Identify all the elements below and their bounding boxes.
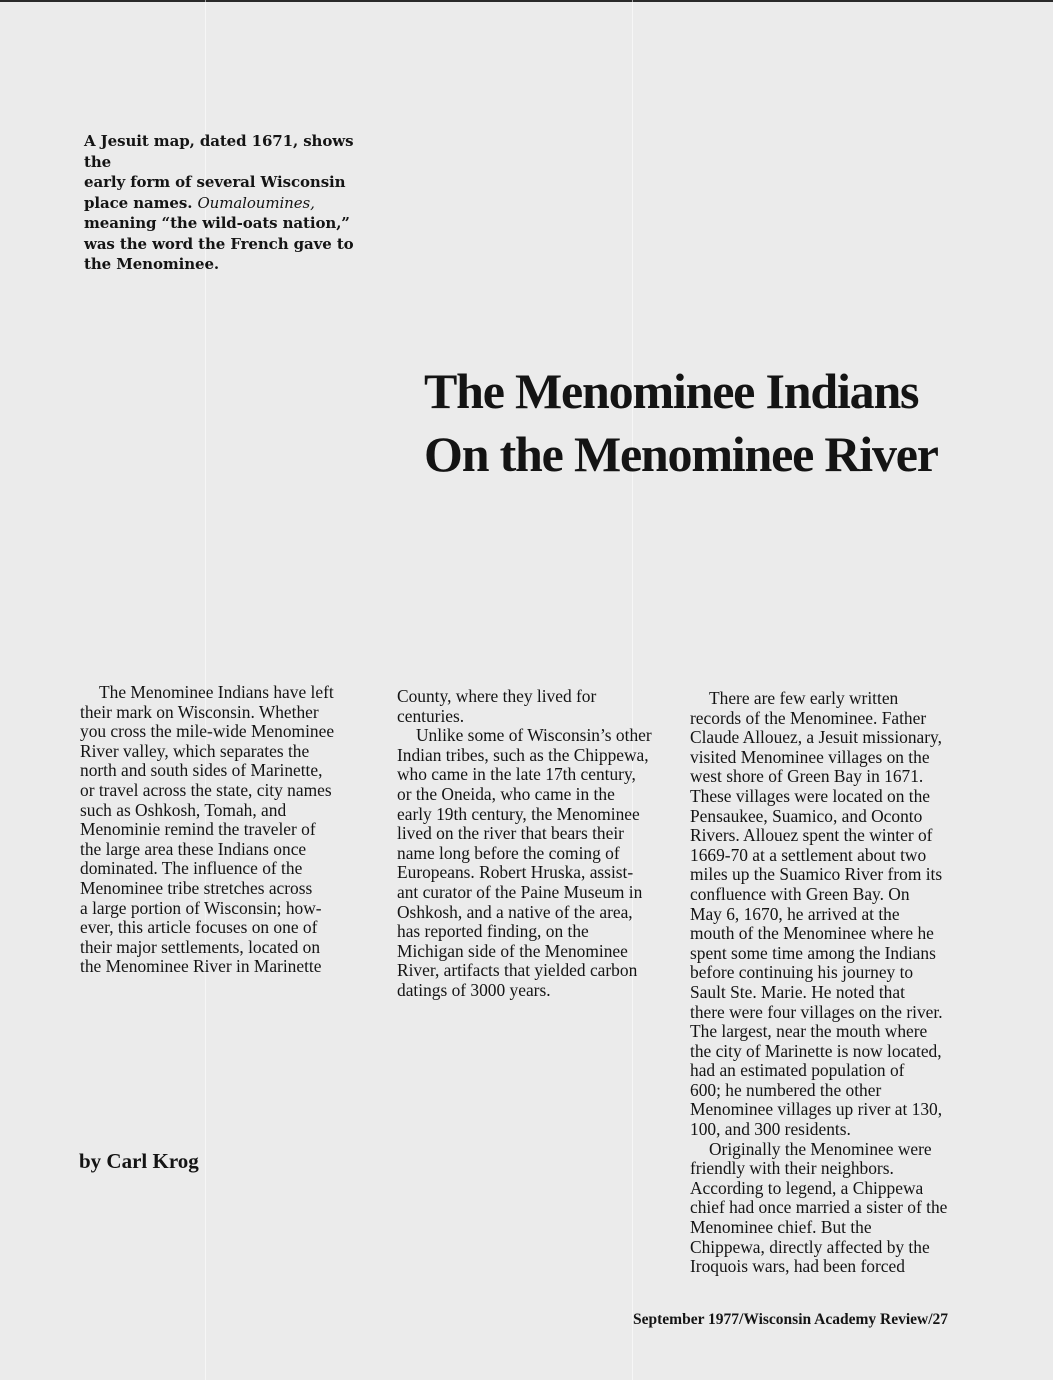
body-text-line: 600; he numbered the other — [690, 1079, 882, 1100]
body-text-line: confluence with Green Bay. On — [690, 883, 910, 904]
caption-line: A Jesuit map, dated 1671, shows the — [84, 132, 354, 171]
map-caption — [84, 131, 384, 275]
caption-line: was the word the French gave to — [84, 234, 354, 253]
top-border — [0, 0, 1053, 2]
body-text-line: the city of Marinette is now located, — [690, 1040, 942, 1061]
body-text-line: such as Oshkosh, Tomah, and — [80, 799, 287, 820]
body-text-line: These villages were located on the — [690, 785, 930, 806]
body-text-line: According to legend, a Chippewa — [690, 1177, 924, 1198]
caption-italic-term: Oumaloumines, — [197, 193, 315, 212]
body-text-line: early 19th century, the Menominee — [397, 803, 640, 824]
caption-line — [84, 193, 384, 214]
body-text-line: Sault Ste. Marie. He noted that — [690, 981, 905, 1002]
body-text-line: miles up the Suamico River from its — [690, 864, 943, 885]
body-text-line: Originally the Menominee were — [709, 1138, 932, 1159]
body-text-line: the Menominee River in Marinette — [80, 956, 322, 977]
body-text-line: who came in the late 17th century, — [397, 764, 636, 785]
body-text-line: ever, this article focuses on one of — [80, 917, 318, 938]
body-text-line: north and south sides of Marinette, — [80, 760, 323, 781]
body-text-line: Michigan side of the Menominee — [397, 940, 628, 961]
body-column-3 — [690, 689, 947, 1277]
body-text-line: Unlike some of Wisconsin’s other — [416, 725, 652, 746]
body-text-line: visited Menominee villages on the — [690, 746, 930, 767]
body-text-line: ant curator of the Paine Museum in — [397, 881, 643, 902]
body-text-line: Chippewa, directly affected by the — [690, 1236, 930, 1257]
body-text-line: Europeans. Robert Hruska, assist- — [397, 862, 634, 883]
body-text-line: May 6, 1670, he arrived at the — [690, 903, 900, 924]
body-text-line: Oshkosh, and a native of the area, — [397, 901, 633, 922]
author-byline: by Carl Krog — [79, 1149, 199, 1173]
body-column-1 — [80, 683, 334, 977]
body-text-line: there were four villages on the river. — [690, 1001, 943, 1022]
body-text-line: you cross the mile-wide Menominee — [80, 721, 335, 742]
body-text-line: The Menominee Indians have left — [99, 682, 334, 702]
body-text-line: River valley, which separates the — [80, 740, 310, 761]
body-text-line: their mark on Wisconsin. Whether — [80, 701, 319, 722]
caption-line: meaning “the wild-oats nation,” — [84, 214, 350, 232]
body-text-line: 1669-70 at a settlement about two — [690, 844, 927, 865]
body-column-2 — [397, 687, 652, 1001]
body-text-line: Pensaukee, Suamico, and Oconto — [690, 805, 923, 826]
body-text-line: datings of 3000 years. — [397, 979, 551, 1000]
body-text-line: Rivers. Allouez spent the winter of — [690, 825, 933, 846]
body-text-line: River, artifacts that yielded carbon — [397, 960, 638, 981]
body-text-line: their major settlements, located on — [80, 936, 321, 957]
body-text-line: County, where they lived for — [397, 686, 597, 706]
body-text-line: before continuing his journey to — [690, 962, 914, 983]
body-text-line: Menominie remind the traveler of — [80, 819, 316, 840]
page-footer: September 1977/Wisconsin Academy Review/27 — [633, 1311, 949, 1328]
caption-line: early form of several Wisconsin — [84, 173, 346, 191]
caption-line: the Menominee. — [84, 255, 220, 273]
body-text-line: friendly with their neighbors. — [690, 1158, 894, 1179]
body-text-line: chief had once married a sister of the — [690, 1197, 948, 1218]
body-text-line: centuries. — [397, 705, 465, 726]
body-text-line: 100, and 300 residents. — [690, 1119, 851, 1140]
body-text-line: had an estimated population of — [690, 1060, 905, 1081]
title-line-2: On the Menominee River — [424, 426, 938, 482]
body-text-line: name long before the coming of — [397, 842, 620, 863]
body-text-line: There are few early written — [709, 688, 899, 708]
body-text-line: or travel across the state, city names — [80, 779, 332, 800]
body-text-line: mouth of the Menominee where he — [690, 923, 934, 944]
body-text-line: The largest, near the mouth where — [690, 1021, 928, 1042]
body-text-line: Indian tribes, such as the Chippewa, — [397, 744, 649, 765]
body-text-line: lived on the river that bears their — [397, 823, 624, 844]
body-text-line: or the Oneida, who came in the — [397, 783, 615, 804]
body-text-line: Menominee tribe stretches across — [80, 877, 313, 898]
body-text-line: spent some time among the Indians — [690, 942, 936, 963]
body-text-line: west shore of Green Bay in 1671. — [690, 766, 924, 787]
article-title — [424, 360, 1024, 486]
body-text-line: Menominee villages up river at 130, — [690, 1099, 943, 1120]
body-text-line: Claude Allouez, a Jesuit missionary, — [690, 727, 942, 748]
body-text-line: has reported finding, on the — [397, 921, 589, 942]
body-text-line: a large portion of Wisconsin; how- — [80, 897, 322, 918]
caption-text: place names. — [84, 193, 198, 212]
body-text-line: the large area these Indians once — [80, 838, 307, 859]
title-line-1: The Menominee Indians — [424, 363, 919, 419]
body-text-line: Menominee chief. But the — [690, 1217, 872, 1238]
body-text-line: records of the Menominee. Father — [690, 707, 927, 728]
body-text-line: dominated. The influence of the — [80, 858, 303, 879]
body-text-line: Iroquois wars, had been forced — [690, 1256, 905, 1277]
